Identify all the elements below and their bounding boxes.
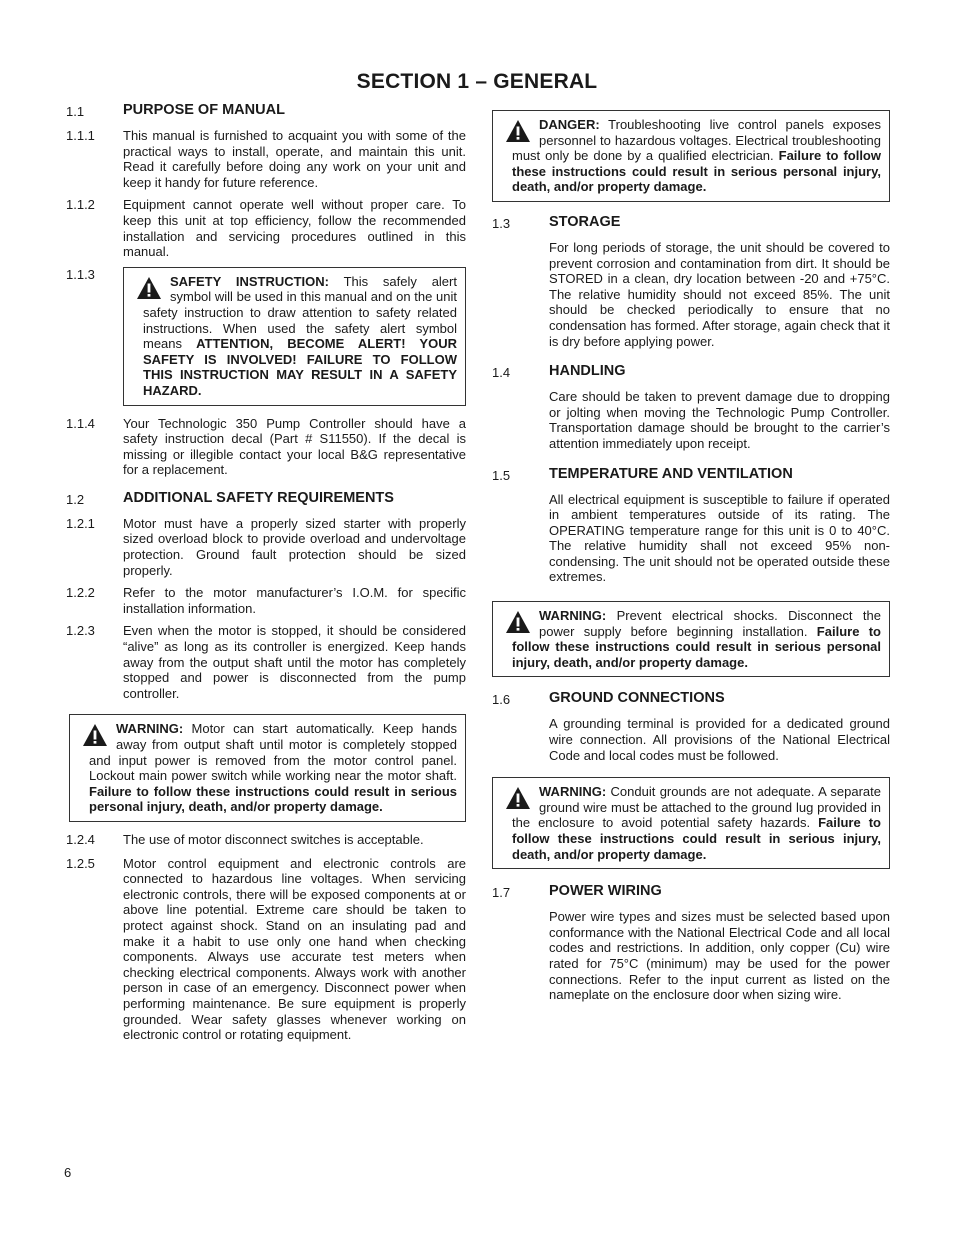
section-1-7-text: Power wire types and sizes must be selected based upon conformance with the National Electrical Code and all local codes and restrictions. In addition, only copper (Cu) wire rated for 75°C (minimum) may be used for the power connections. Refer to the input current as listed on the nameplate on the enclosure door when sizing wire.	[549, 909, 890, 1003]
paragraph-number: 1.2.1	[66, 515, 95, 531]
callout-text: Troubleshooting live control panels exposes personnel to hazardous voltages. Electrical troubleshooting must only be done by a qualified electrician.	[512, 117, 881, 164]
paragraph-1-2-5	[66, 856, 466, 1043]
paragraph-text: Motor must have a properly sized starter with properly sized overload block to provide overload and undervoltage protection. Ground fault protection should be sized properly.	[123, 515, 466, 578]
section-1-7-heading	[492, 883, 890, 901]
section-number: 1.1	[66, 104, 85, 119]
safety-instruction-box	[123, 267, 466, 406]
section-1-3-text: For long periods of storage, the unit should be covered to prevent corrosion and contamination from dirt. It should be STORED in a clean, dry location between -20 and +75°C. The relative humidity should not exceed 85%. The unit should be checked periodically to ensure that no condensation has formed. After storage, again check that it is dry before applying power.	[549, 239, 890, 349]
section-number: 1.4	[492, 365, 511, 381]
warning-box-shock	[492, 601, 890, 677]
section-1-6-text: A grounding terminal is provided for a dedicated ground wire connection. All provisions of the National Electrical Code and local codes must be followed.	[549, 716, 890, 763]
section-title: ADDITIONAL SAFETY REQUIREMENTS	[123, 489, 394, 506]
section-1-5-heading	[492, 466, 890, 484]
section-1-3-heading	[492, 214, 890, 232]
paragraph-number: 1.2.2	[66, 585, 95, 601]
right-column	[492, 110, 890, 1017]
section-number: 1.2	[66, 491, 85, 507]
paragraph-text: Refer to the motor manufacturer’s I.O.M. for specific installation information.	[123, 585, 466, 616]
callout-bold-text: Failure to follow these instructions could result in serious personal injury, death, and/or property damage.	[89, 783, 457, 815]
section-title: STORAGE	[549, 213, 621, 230]
section-number: 1.6	[492, 692, 511, 708]
callout-label: WARNING:	[539, 608, 607, 624]
warning-icon	[505, 610, 531, 634]
paragraph-number: 1.2.4	[66, 831, 95, 847]
section-number: 1.5	[492, 467, 511, 483]
section-1-4-heading	[492, 363, 890, 381]
callout-bold-text: Failure to follow these instructions could result in serious personal injury, death, and/or property damage.	[512, 148, 881, 195]
callout-text: Conduit grounds are not adequate. A separate ground wire must be attached to the ground lug provided in the enclosure to avoid potential safety hazards.	[512, 784, 881, 831]
callout-label: WARNING:	[116, 721, 184, 737]
danger-box	[492, 110, 890, 202]
paragraph-1-2-4	[66, 832, 466, 848]
paragraph-1-1-4	[66, 416, 466, 478]
callout-text: Motor can start automatically. Keep hands away from output shaft until motor is completely stopped and input power is removed from the motor control panel. Lockout main power switch while working near the motor shaft.	[89, 721, 457, 784]
paragraph-1-2-2	[66, 585, 466, 616]
callout-bold-text: ATTENTION, BECOME ALERT! YOUR SAFETY IS INVOLVED! FAILURE TO FOLLOW THIS INSTRUCTION MAY RESULT IN A SAFETY HAZARD.	[143, 336, 457, 398]
danger-icon	[505, 119, 531, 143]
section-title: HANDLING	[549, 363, 626, 380]
section-number: 1.3	[492, 215, 511, 231]
warning-box-motor	[69, 714, 466, 822]
paragraph-number: 1.1.2	[66, 197, 95, 213]
section-1-2-heading	[66, 490, 466, 508]
callout-label: WARNING:	[539, 784, 607, 800]
paragraph-text: Motor control equipment and electronic controls are connected to hazardous line voltages. When servicing electronic controls, there will be exposed components at or above line potential. Extreme care should be taken to protect against shock. Stand on an insulating pad and make it a habit to use only one hand when checking components. Always use accurate test meters when checking electrical components. Always work with another person in case of an emergency. Disconnect power when performing maintenance. Be sure equipment is properly grounded. Wear safety glasses whenever working on electronic control or rotating equipment.	[123, 855, 466, 1043]
callout-bold-text: Failure to follow these instructions could result in serious injury, death, and/or property damage.	[512, 815, 881, 862]
section-title: GROUND CONNECTIONS	[549, 690, 725, 707]
paragraph-1-1-1	[66, 128, 466, 190]
callout-text: Prevent electrical shocks. Disconnect the power supply before beginning installation.	[539, 608, 881, 639]
paragraph-1-1-2	[66, 197, 466, 259]
paragraph-number: 1.1.4	[66, 415, 95, 431]
paragraph-text: Your Technologic 350 Pump Controller should have a safety instruction decal (Part # S11550). If the decal is missing or illegible contact your local B&G representative for a replacement.	[123, 415, 466, 478]
paragraph-text: This manual is furnished to acquaint you with some of the practical ways to install, operate, and maintain this unit. Read it carefully before doing any work on your unit and keep it handy for future reference.	[123, 128, 466, 190]
paragraph-number: 1.1.3	[66, 266, 95, 282]
section-1-6-heading	[492, 690, 890, 708]
warning-icon	[82, 723, 108, 747]
warning-icon	[505, 786, 531, 810]
section-1-4-text: Care should be taken to prevent damage due to dropping or jolting when moving the Technologic Pump Controller. Transportation damage should be brought to the carrier’s attention immediately upon receipt.	[549, 389, 890, 451]
paragraph-1-1-3	[66, 267, 466, 406]
warning-box-ground	[492, 777, 890, 869]
paragraph-number: 1.2.3	[66, 623, 95, 639]
safety-alert-icon	[136, 276, 162, 300]
section-title: POWER WIRING	[549, 883, 662, 900]
paragraph-text: The use of motor disconnect switches is acceptable.	[123, 831, 424, 847]
paragraph-text: Even when the motor is stopped, it should be considered “alive” as long as its controller is energized. Keep hands away from the output shaft until the motor has completely stopped and power is disconnected from the pump controller.	[123, 623, 466, 701]
section-title: TEMPERATURE AND VENTILATION	[549, 465, 793, 482]
section-1-5-text: All electrical equipment is susceptible to failure if operated in ambient temperatures outside of its rating. The OPERATING temperature range for this unit is 0 to 40°C. The relative humidity shall not exceed 95% non-condensing. The unit should not be operated outside these extremes.	[549, 491, 890, 585]
paragraph-number: 1.1.1	[66, 128, 95, 143]
paragraph-1-2-3	[66, 623, 466, 701]
paragraph-1-2-1	[66, 516, 466, 578]
paragraph-number: 1.2.5	[66, 855, 95, 871]
callout-text: This safely alert symbol will be used in this manual and on the unit safety instruction to draw attention to safety related instructions. When used the safety alert symbol means	[143, 273, 457, 352]
page-title: SECTION 1 – GENERAL	[356, 70, 598, 93]
section-1-1-heading	[66, 102, 466, 120]
callout-bold-text: Failure to follow these instructions could result in serious personal injury, death, and/or property damage.	[512, 623, 881, 670]
callout-label: DANGER:	[539, 117, 600, 132]
section-title: PURPOSE OF MANUAL	[123, 102, 285, 118]
callout-label: SAFETY INSTRUCTION:	[170, 273, 330, 289]
page-number: 6	[64, 1165, 72, 1180]
section-number: 1.7	[492, 885, 511, 901]
paragraph-text: Equipment cannot operate well without proper care. To keep this unit at top efficiency, follow the recommended installation and servicing procedures outlined in this manual.	[123, 197, 466, 260]
left-column	[66, 102, 466, 1050]
